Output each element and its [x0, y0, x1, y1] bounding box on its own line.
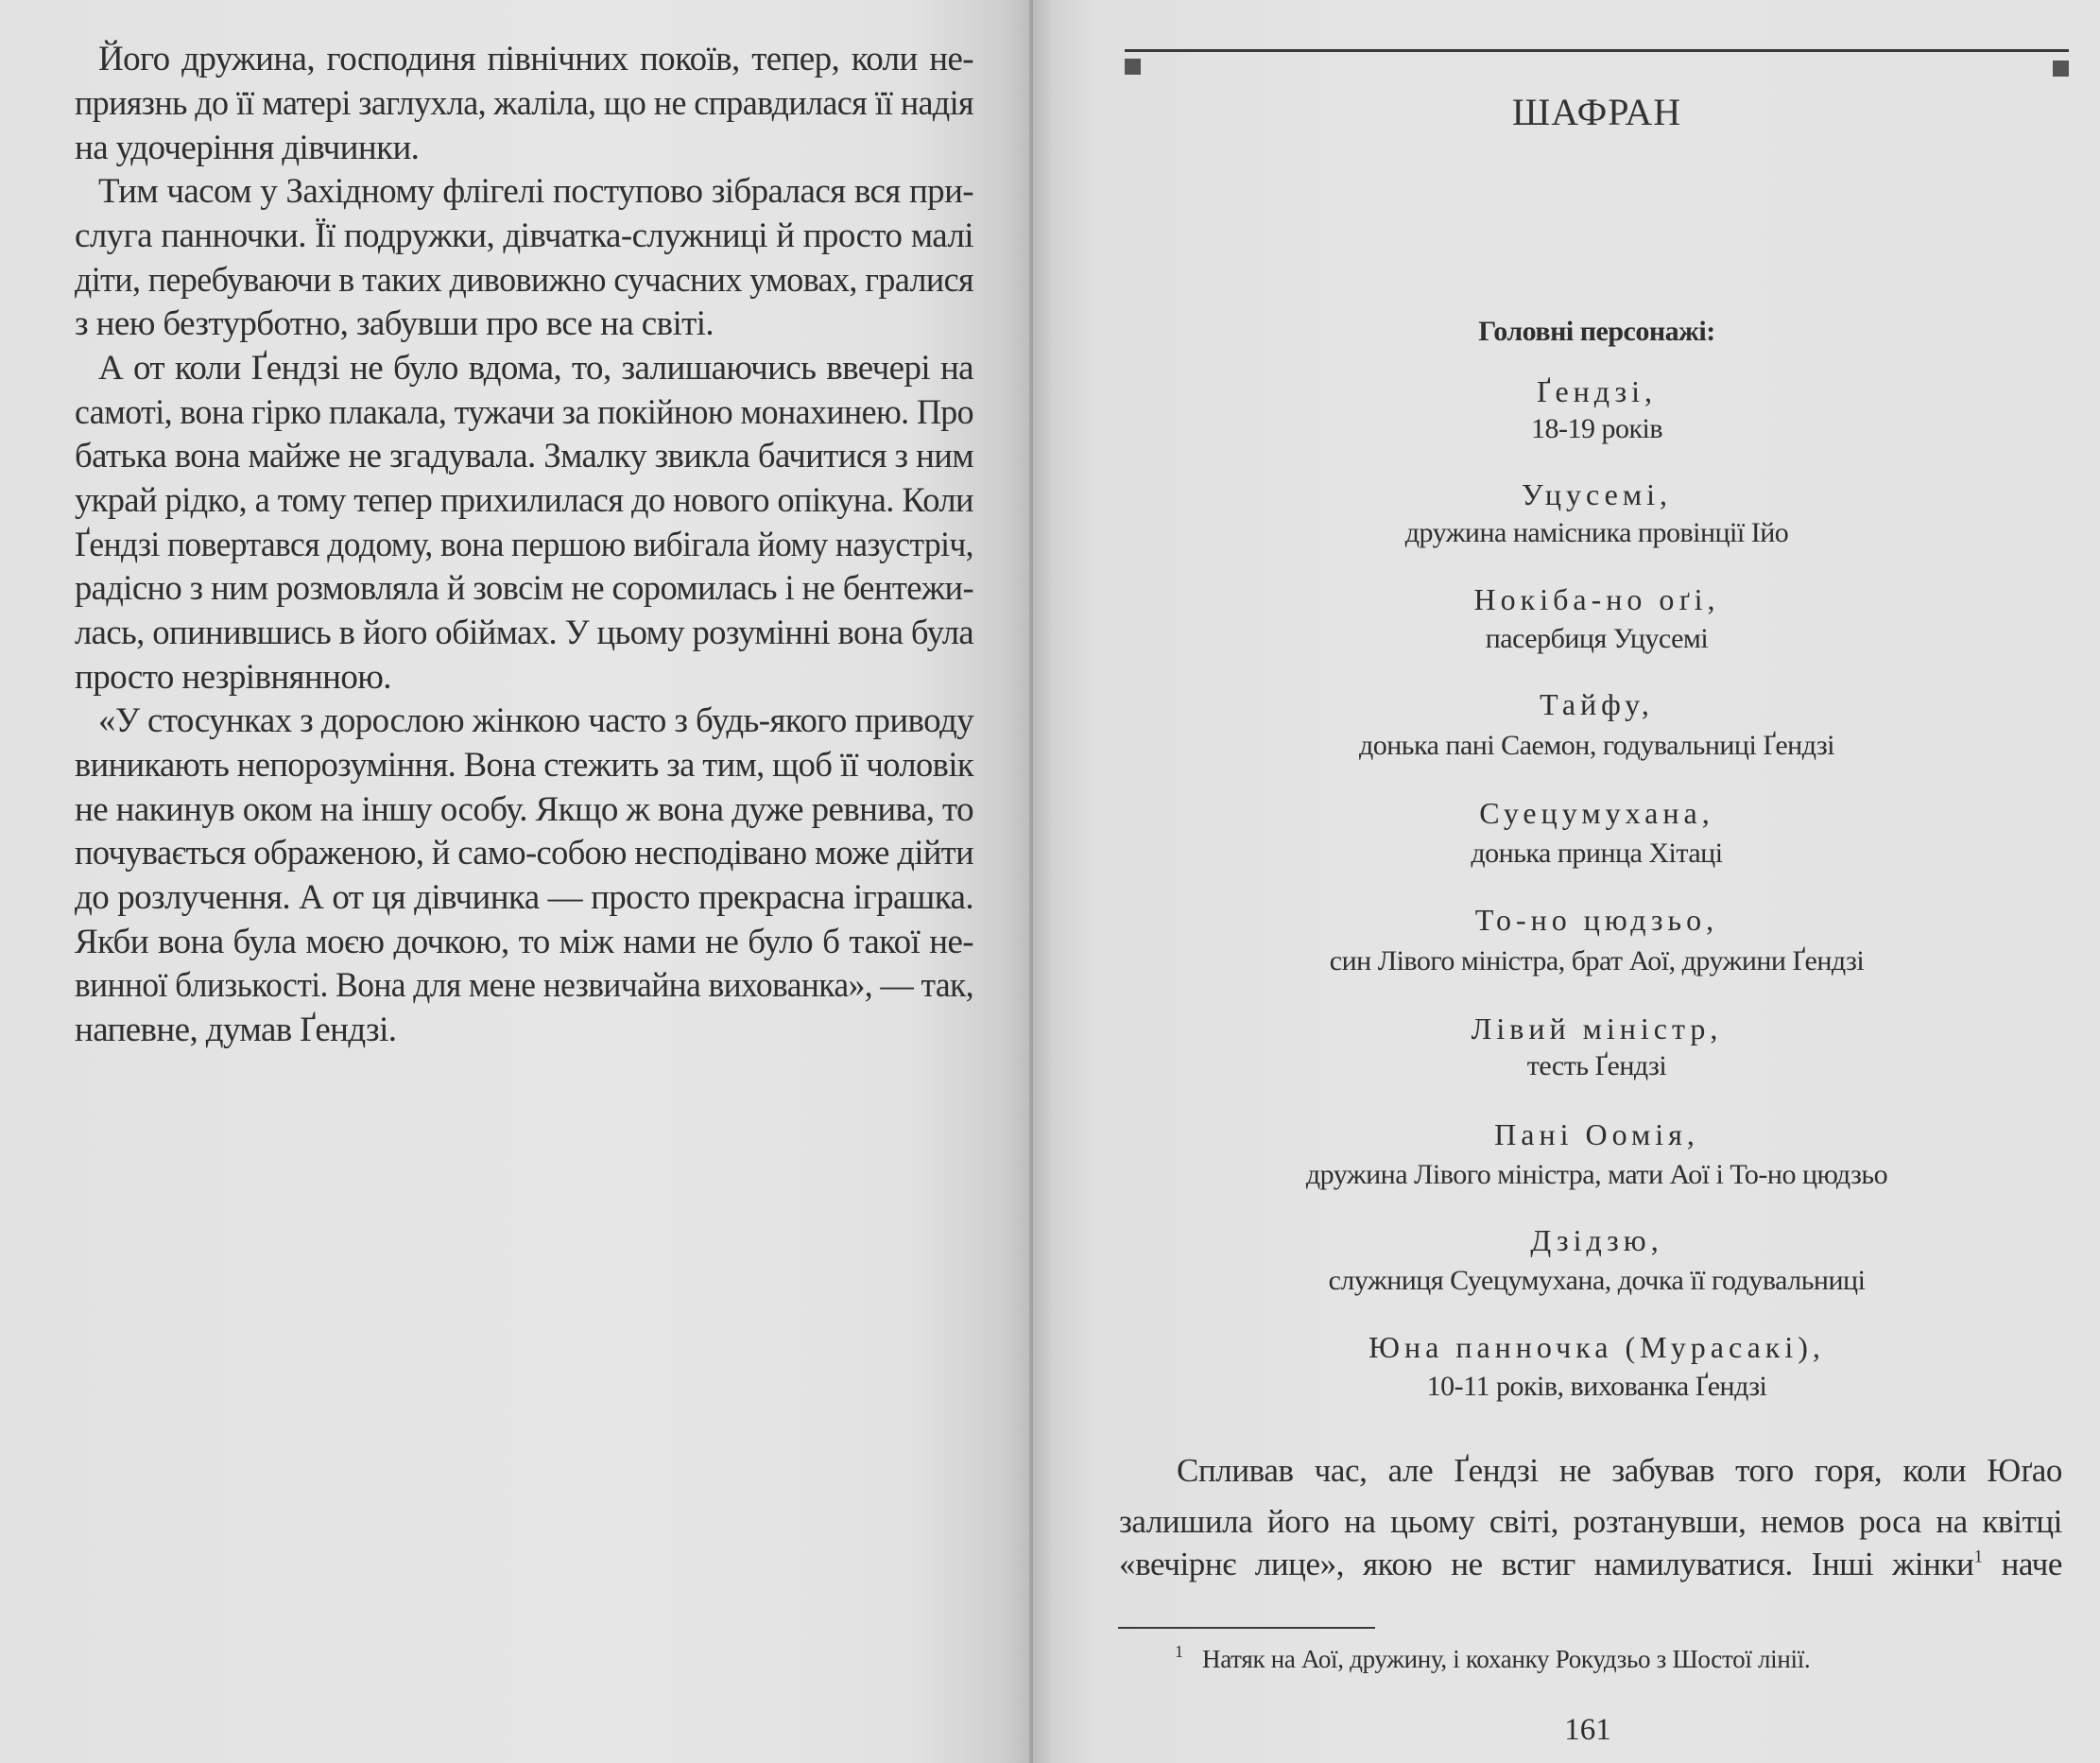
text-line: з нею безтурботно, забувши про все на світі.	[75, 304, 714, 343]
cast-heading: Головні персонажі:	[1478, 316, 1715, 347]
text-line: Якби вона була моєю дочкою, то між нами не було б такої не-	[75, 923, 973, 961]
text-line: приязнь до її матері заглухла, жаліла, що не справдилася її надія	[75, 84, 974, 123]
footnote-text: Натяк на Аої, дружину, і коханку Рокудзьо з Шостої лінії.	[1202, 1645, 1811, 1673]
text-segment: «вечірнє лице», якою не встиг намилуватися. Інші жінки	[1119, 1546, 1974, 1582]
cast-name: Ґендзі,	[1537, 374, 1657, 408]
cast-name: Пані Оомія,	[1494, 1117, 1699, 1151]
footnote-rule	[1118, 1627, 1375, 1629]
cast-name: Дзідзю,	[1530, 1223, 1663, 1257]
footnote-reference[interactable]: 1	[1973, 1547, 1983, 1567]
cast-description: син Лівого міністра, брат Аої, дружини Ґендзі	[1329, 945, 1865, 977]
cast-name: Лівий міністр,	[1471, 1011, 1723, 1046]
text-line: Ґендзі повертався додому, вона першою вибігала йому назустріч,	[75, 526, 973, 564]
book-spine-crease	[1029, 0, 1033, 1763]
text-line: не накинув оком на іншу особу. Якщо ж вона дуже ревнива, то	[75, 790, 974, 829]
cast-name: То-но цюдзьо,	[1474, 903, 1719, 937]
cast-name: Суецумухана,	[1479, 796, 1714, 830]
text-line: Його дружина, господиня північних покоїв, тепер, коли не-	[98, 40, 973, 78]
page-number: 161	[1564, 1713, 1611, 1747]
text-line: А от коли Ґендзі не було вдома, то, залишаючись ввечері на	[98, 349, 973, 388]
text-line: украй рідко, а тому тепер прихилилася до нового опікуна. Коли	[75, 481, 973, 520]
text-line: просто незрівнянною.	[75, 658, 391, 697]
cast-name: Нокіба-но оґі,	[1473, 582, 1720, 616]
text-line: Тим часом у Західному флігелі поступово зібралася вся при-	[98, 172, 973, 211]
cast-description: служниця Суецумухана, дочка її годувальниці	[1328, 1265, 1866, 1296]
text-line: на удочеріння дівчинки.	[75, 129, 420, 167]
cast-description: донька принца Хітаці	[1471, 838, 1723, 869]
text-line: самоті, вона гірко плакала, тужачи за покійною монахинею. Про	[75, 393, 974, 432]
text-segment: наче	[1982, 1546, 2062, 1582]
cast-description: 10-11 років, вихованка Ґендзі	[1426, 1371, 1767, 1402]
text-line: батька вона майже не згадувала. Змалку звикла бачитися з ним	[75, 437, 974, 475]
text-line: винної близькості. Вона для мене незвичайна вихованка», — так,	[75, 966, 973, 1005]
chapter-header-rule	[1125, 49, 2069, 52]
cast-name: Юна панночка (Мурасакі),	[1368, 1330, 1825, 1364]
text-line: радісно з ним розмовляла й зовсім не соромилась і не бентежи-	[75, 569, 974, 608]
text-line: слуга панночки. Її подружки, дівчатка-служниці й просто малі	[75, 216, 973, 255]
cast-description: дружина намісника провінції Ійо	[1404, 517, 1789, 548]
text-line: лась, опинившись в його обіймах. У цьому розумінні вона була	[75, 614, 974, 652]
chapter-marker-square-icon	[2053, 60, 2069, 77]
cast-description: донька пані Саемон, годувальниці Ґендзі	[1358, 730, 1835, 761]
right-page	[1032, 0, 2100, 1763]
text-line: напевне, думав Ґендзі.	[75, 1011, 397, 1049]
text-line: залишила його на цьому світі, розтанувши, немов роса на квітці	[1119, 1503, 2062, 1540]
text-line: діти, перебуваючи в таких дивовижно сучасних умовах, гралися	[75, 261, 973, 300]
chapter-title: ШАФРАН	[1511, 91, 1682, 133]
cast-description: дружина Лівого міністра, мати Аої і То-но цюдзьо	[1305, 1159, 1888, 1190]
chapter-marker-square-icon	[1125, 59, 1141, 75]
cast-description: 18-19 років	[1530, 413, 1663, 444]
text-line: до розлучення. А от ця дівчинка — просто прекрасна іграшка.	[75, 878, 973, 917]
text-line: почувається ображеною, й само-собою несподівано може дійти	[75, 834, 973, 873]
text-line: виникають непорозуміння. Вона стежить за тим, щоб її чоловік	[75, 746, 974, 785]
cast-name: Уцусемі,	[1522, 477, 1672, 511]
cast-name: Тайфу,	[1540, 687, 1654, 721]
cast-description: пасербиця Уцусемі	[1485, 623, 1709, 654]
text-line: Спливав час, але Ґендзі не забував того горя, коли Юґао	[1177, 1452, 2062, 1489]
footnote-mark: 1	[1175, 1642, 1183, 1661]
text-line: «У стосунках з дорослою жінкою часто з будь-якого приводу	[98, 701, 974, 740]
cast-description: тесть Ґендзі	[1526, 1050, 1667, 1081]
text-line	[1119, 1547, 2062, 1581]
